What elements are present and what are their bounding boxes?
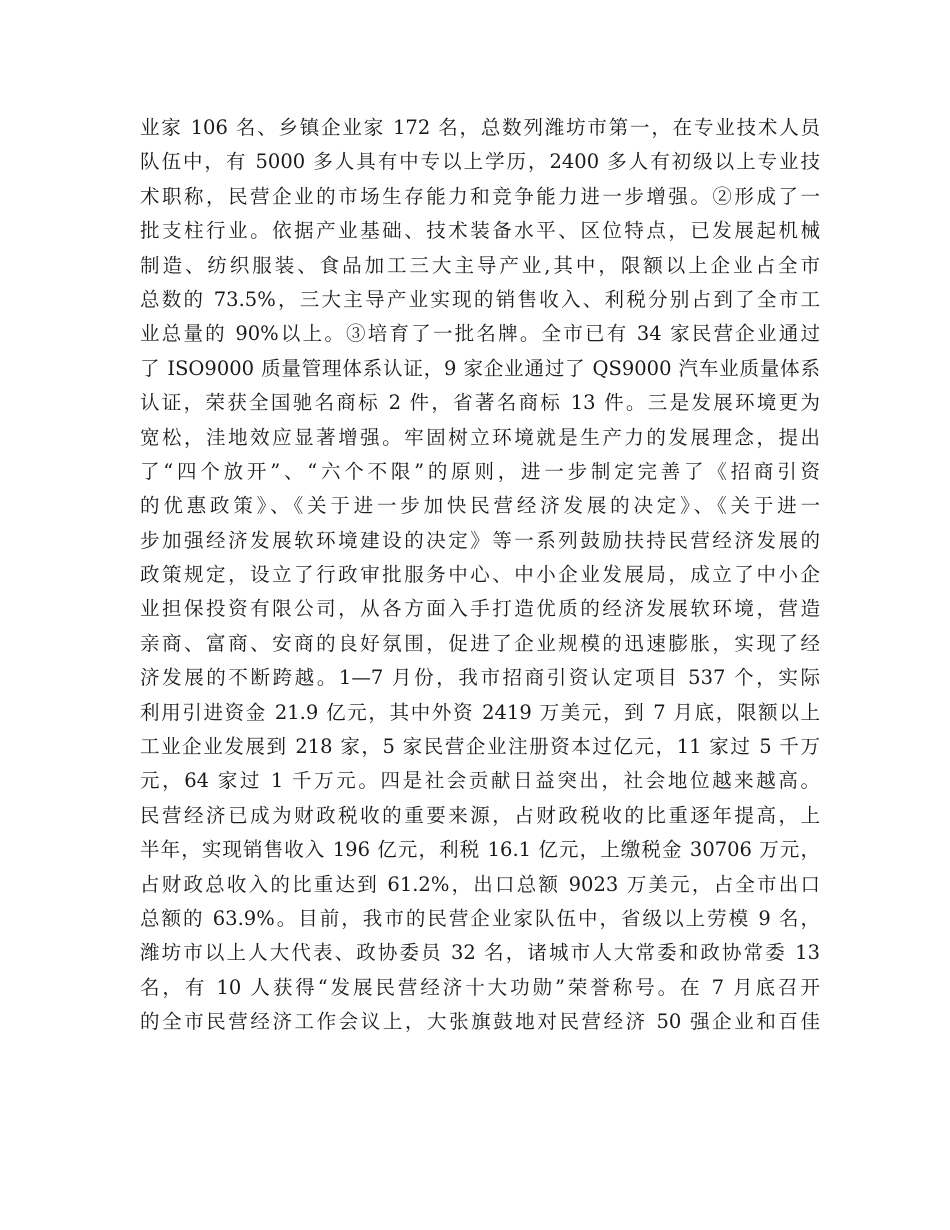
text-line: 的全市民营经济工作会议上，大张旗鼓地对民营经济 50 强企业和百佳 bbox=[140, 1010, 820, 1034]
text-line: 占财政总收入的比重达到 61.2%，出口总额 9023 万美元，占全市出口 bbox=[140, 872, 820, 896]
text-line: 半年，实现销售收入 196 亿元，利税 16.1 亿元，上缴税金 30706 万元， bbox=[140, 838, 820, 862]
text-line: 利用引进资金 21.9 亿元，其中外资 2419 万美元，到 7 月底，限额以上 bbox=[140, 700, 820, 724]
text-line: 了 ISO9000 质量管理体系认证，9 家企业通过了 QS9000 汽车业质量体系 bbox=[140, 356, 820, 380]
text-line: 名，有 10 人获得“发展民营经济十大功勋”荣誉称号。在 7 月底召开 bbox=[140, 975, 820, 999]
text-line: 的优惠政策》、《关于进一步加快民营经济发展的决定》、《关于进一 bbox=[140, 494, 820, 518]
text-line: 批支柱行业。依据产业基础、技术装备水平、区位特点，已发展起机械 bbox=[140, 219, 820, 243]
text-line: 宽松，洼地效应显著增强。牢固树立环境就是生产力的发展理念，提出 bbox=[140, 425, 820, 449]
text-line: 济发展的不断跨越。1—7 月份，我市招商引资认定项目 537 个，实际 bbox=[140, 666, 820, 690]
text-line: 业担保投资有限公司，从各方面入手打造优质的经济发展软环境，营造 bbox=[140, 597, 820, 621]
text-line: 总数的 73.5%，三大主导产业实现的销售收入、利税分别占到了全市工 bbox=[140, 287, 820, 311]
text-line: 队伍中，有 5000 多人具有中专以上学历，2400 多人有初级以上专业技 bbox=[140, 150, 820, 174]
text-line: 业家 106 名、乡镇企业家 172 名，总数列潍坊市第一，在专业技术人员 bbox=[140, 116, 820, 139]
text-line: 工业企业发展到 218 家，5 家民营企业注册资本过亿元，11 家过 5 千万 bbox=[140, 735, 820, 759]
body-text bbox=[140, 111, 820, 1040]
text-line: 潍坊市以上人大代表、政协委员 32 名，诸城市人大常委和政协常委 13 bbox=[140, 941, 820, 965]
text-line: 制造、纺织服装、食品加工三大主导产业,其中，限额以上企业占全市 bbox=[140, 253, 820, 277]
text-line: 元，64 家过 1 千万元。四是社会贡献日益突出，社会地位越来越高。 bbox=[140, 769, 820, 793]
text-line: 总额的 63.9%。目前，我市的民营企业家队伍中，省级以上劳模 9 名， bbox=[140, 906, 820, 930]
text-line: 了“四个放开”、“六个不限”的原则，进一步制定完善了《招商引资 bbox=[140, 459, 820, 483]
text-line: 亲商、富商、安商的良好氛围，促进了企业规模的迅速膨胀，实现了经 bbox=[140, 631, 820, 655]
text-line: 民营经济已成为财政税收的重要来源，占财政税收的比重逐年提高，上 bbox=[140, 803, 820, 827]
text-line: 术职称，民营企业的市场生存能力和竞争能力进一步增强。②形成了一 bbox=[140, 184, 820, 208]
text-line: 业总量的 90%以上。③培育了一批名牌。全市已有 34 家民营企业通过 bbox=[140, 322, 820, 346]
text-line: 政策规定，设立了行政审批服务中心、中小企业发展局，成立了中小企 bbox=[140, 563, 820, 587]
text-line: 步加强经济发展软环境建设的决定》等一系列鼓励扶持民营经济发展的 bbox=[140, 528, 820, 552]
text-line: 认证，荣获全国驰名商标 2 件，省著名商标 13 件。三是发展环境更为 bbox=[140, 391, 820, 415]
